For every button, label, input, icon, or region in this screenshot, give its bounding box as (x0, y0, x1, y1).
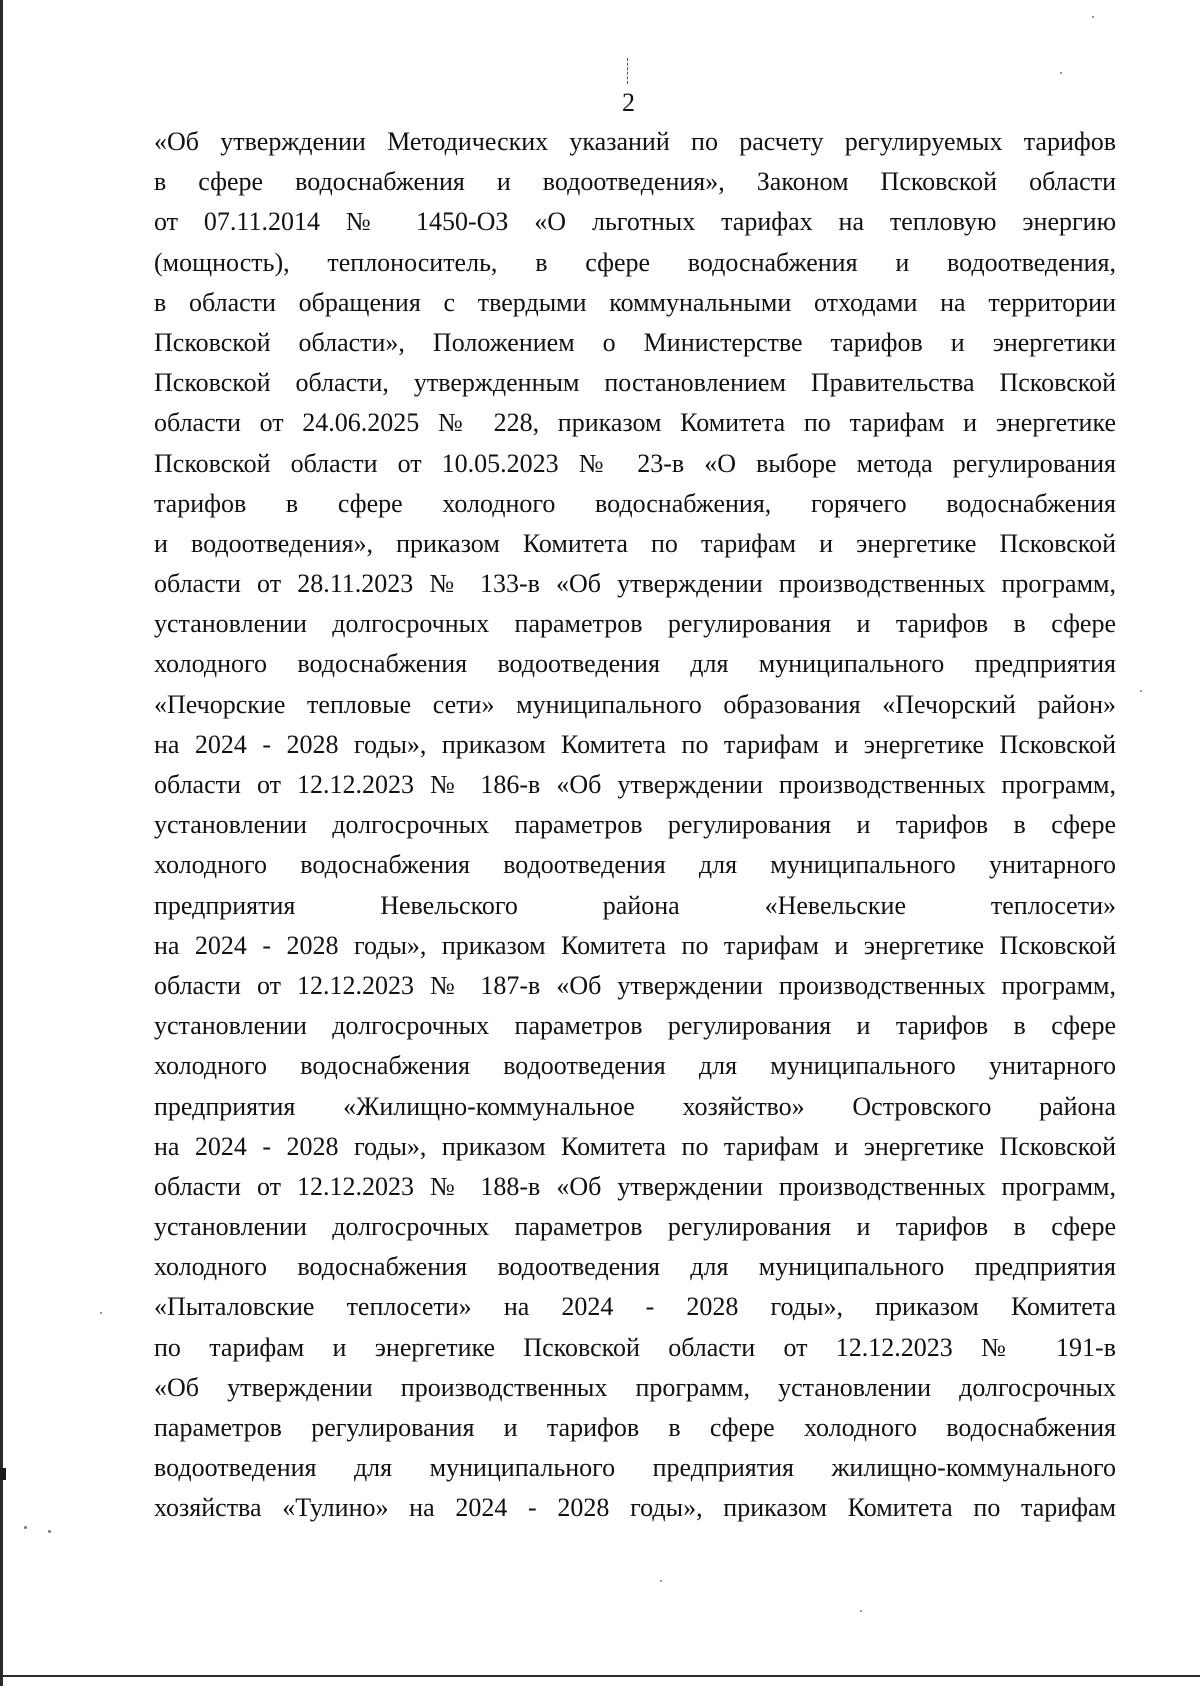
scan-speck (48, 1530, 51, 1533)
text-line: холодного водоснабжения водоотведения для муниципального предприятия (154, 1252, 1116, 1282)
text-line: Псковской области от 10.05.2023 № 23-в «О выборе метода регулирования (154, 448, 1116, 478)
text-line: по тарифам и энергетике Псковской области от 12.12.2023 № 191-в (154, 1332, 1116, 1362)
text-line: и водоотведения», приказом Комитета по тарифам и энергетике Псковской (154, 528, 1116, 558)
text-line: области от 12.12.2023 № 187-в «Об утверждении производственных программ, (154, 970, 1116, 1000)
scan-margin-mark (0, 1468, 6, 1480)
text-line: «Об утверждении Методических указаний по расчету регулируемых тарифов (154, 127, 1116, 156)
scan-speck (100, 1312, 102, 1314)
text-line: «Об утверждении производственных программ, установлении долгосрочных (154, 1372, 1116, 1402)
text-line: холодного водоснабжения водоотведения для муниципального унитарного (154, 850, 1116, 880)
scan-left-edge (0, 0, 3, 1686)
text-line: водоотведения для муниципального предприятия жилищно-коммунального (154, 1453, 1116, 1483)
text-line: параметров регулирования и тарифов в сфере холодного водоснабжения (154, 1413, 1116, 1442)
page-number-mark (627, 58, 629, 84)
text-line: на 2024 - 2028 годы», приказом Комитета по тарифам и энергетике Псковской (154, 729, 1116, 759)
text-line: тарифов в сфере холодного водоснабжения, горячего водоснабжения (154, 488, 1116, 518)
text-line: «Пыталовские теплосети» на 2024 - 2028 годы», приказом Комитета (154, 1292, 1116, 1322)
scan-speck (860, 1610, 862, 1612)
text-line: «Печорские тепловые сети» муниципального образования «Печорский район» (154, 689, 1116, 719)
scan-speck (1060, 72, 1062, 74)
scan-speck (660, 1580, 662, 1582)
text-line: холодного водоснабжения водоотведения для муниципального предприятия (154, 649, 1116, 679)
text-line: холодного водоснабжения водоотведения для муниципального унитарного (154, 1051, 1116, 1081)
text-line: на 2024 - 2028 годы», приказом Комитета по тарифам и энергетике Псковской (154, 1131, 1116, 1161)
text-line: области от 12.12.2023 № 186-в «Об утверждении производственных программ, (154, 770, 1116, 799)
scan-bottom-edge (0, 1675, 1200, 1677)
text-line: в сфере водоснабжения и водоотведения», Законом Псковской области (154, 167, 1116, 197)
text-line: установлении долгосрочных параметров регулирования и тарифов в сфере (154, 810, 1116, 840)
text-line: установлении долгосрочных параметров регулирования и тарифов в сфере (154, 609, 1116, 639)
scan-speck (1140, 690, 1142, 692)
text-line: предприятия «Жилищно-коммунальное хозяйство» Островского района (154, 1091, 1116, 1121)
text-line: установлении долгосрочных параметров регулирования и тарифов в сфере (154, 1212, 1116, 1242)
page-number: 2 (622, 88, 635, 117)
scan-speck (24, 1526, 27, 1529)
text-line: Псковской области, утвержденным постановлением Правительства Псковской (154, 368, 1116, 398)
document-body (154, 122, 1116, 1529)
text-line: установлении долгосрочных параметров регулирования и тарифов в сфере (154, 1011, 1116, 1041)
text-line: на 2024 - 2028 годы», приказом Комитета по тарифам и энергетике Псковской (154, 930, 1116, 960)
text-line: области от 24.06.2025 № 228, приказом Комитета по тарифам и энергетике (154, 408, 1116, 438)
text-line: области от 28.11.2023 № 133-в «Об утверждении производственных программ, (154, 569, 1116, 599)
scan-speck (1092, 16, 1094, 18)
text-line: области от 12.12.2023 № 188-в «Об утверждении производственных программ, (154, 1171, 1116, 1201)
text-line: хозяйства «Тулино» на 2024 - 2028 годы», приказом Комитета по тарифам (154, 1493, 1116, 1523)
text-line: Псковской области», Положением о Министерстве тарифов и энергетики (154, 327, 1116, 357)
text-line: (мощность), теплоноситель, в сфере водоснабжения и водоотведения, (154, 247, 1116, 277)
text-line: в области обращения с твердыми коммунальными отходами на территории (154, 287, 1116, 317)
text-line: предприятия Невельского района «Невельские теплосети» (154, 890, 1116, 920)
text-line: от 07.11.2014 № 1450-ОЗ «О льготных тарифах на тепловую энергию (154, 207, 1116, 237)
